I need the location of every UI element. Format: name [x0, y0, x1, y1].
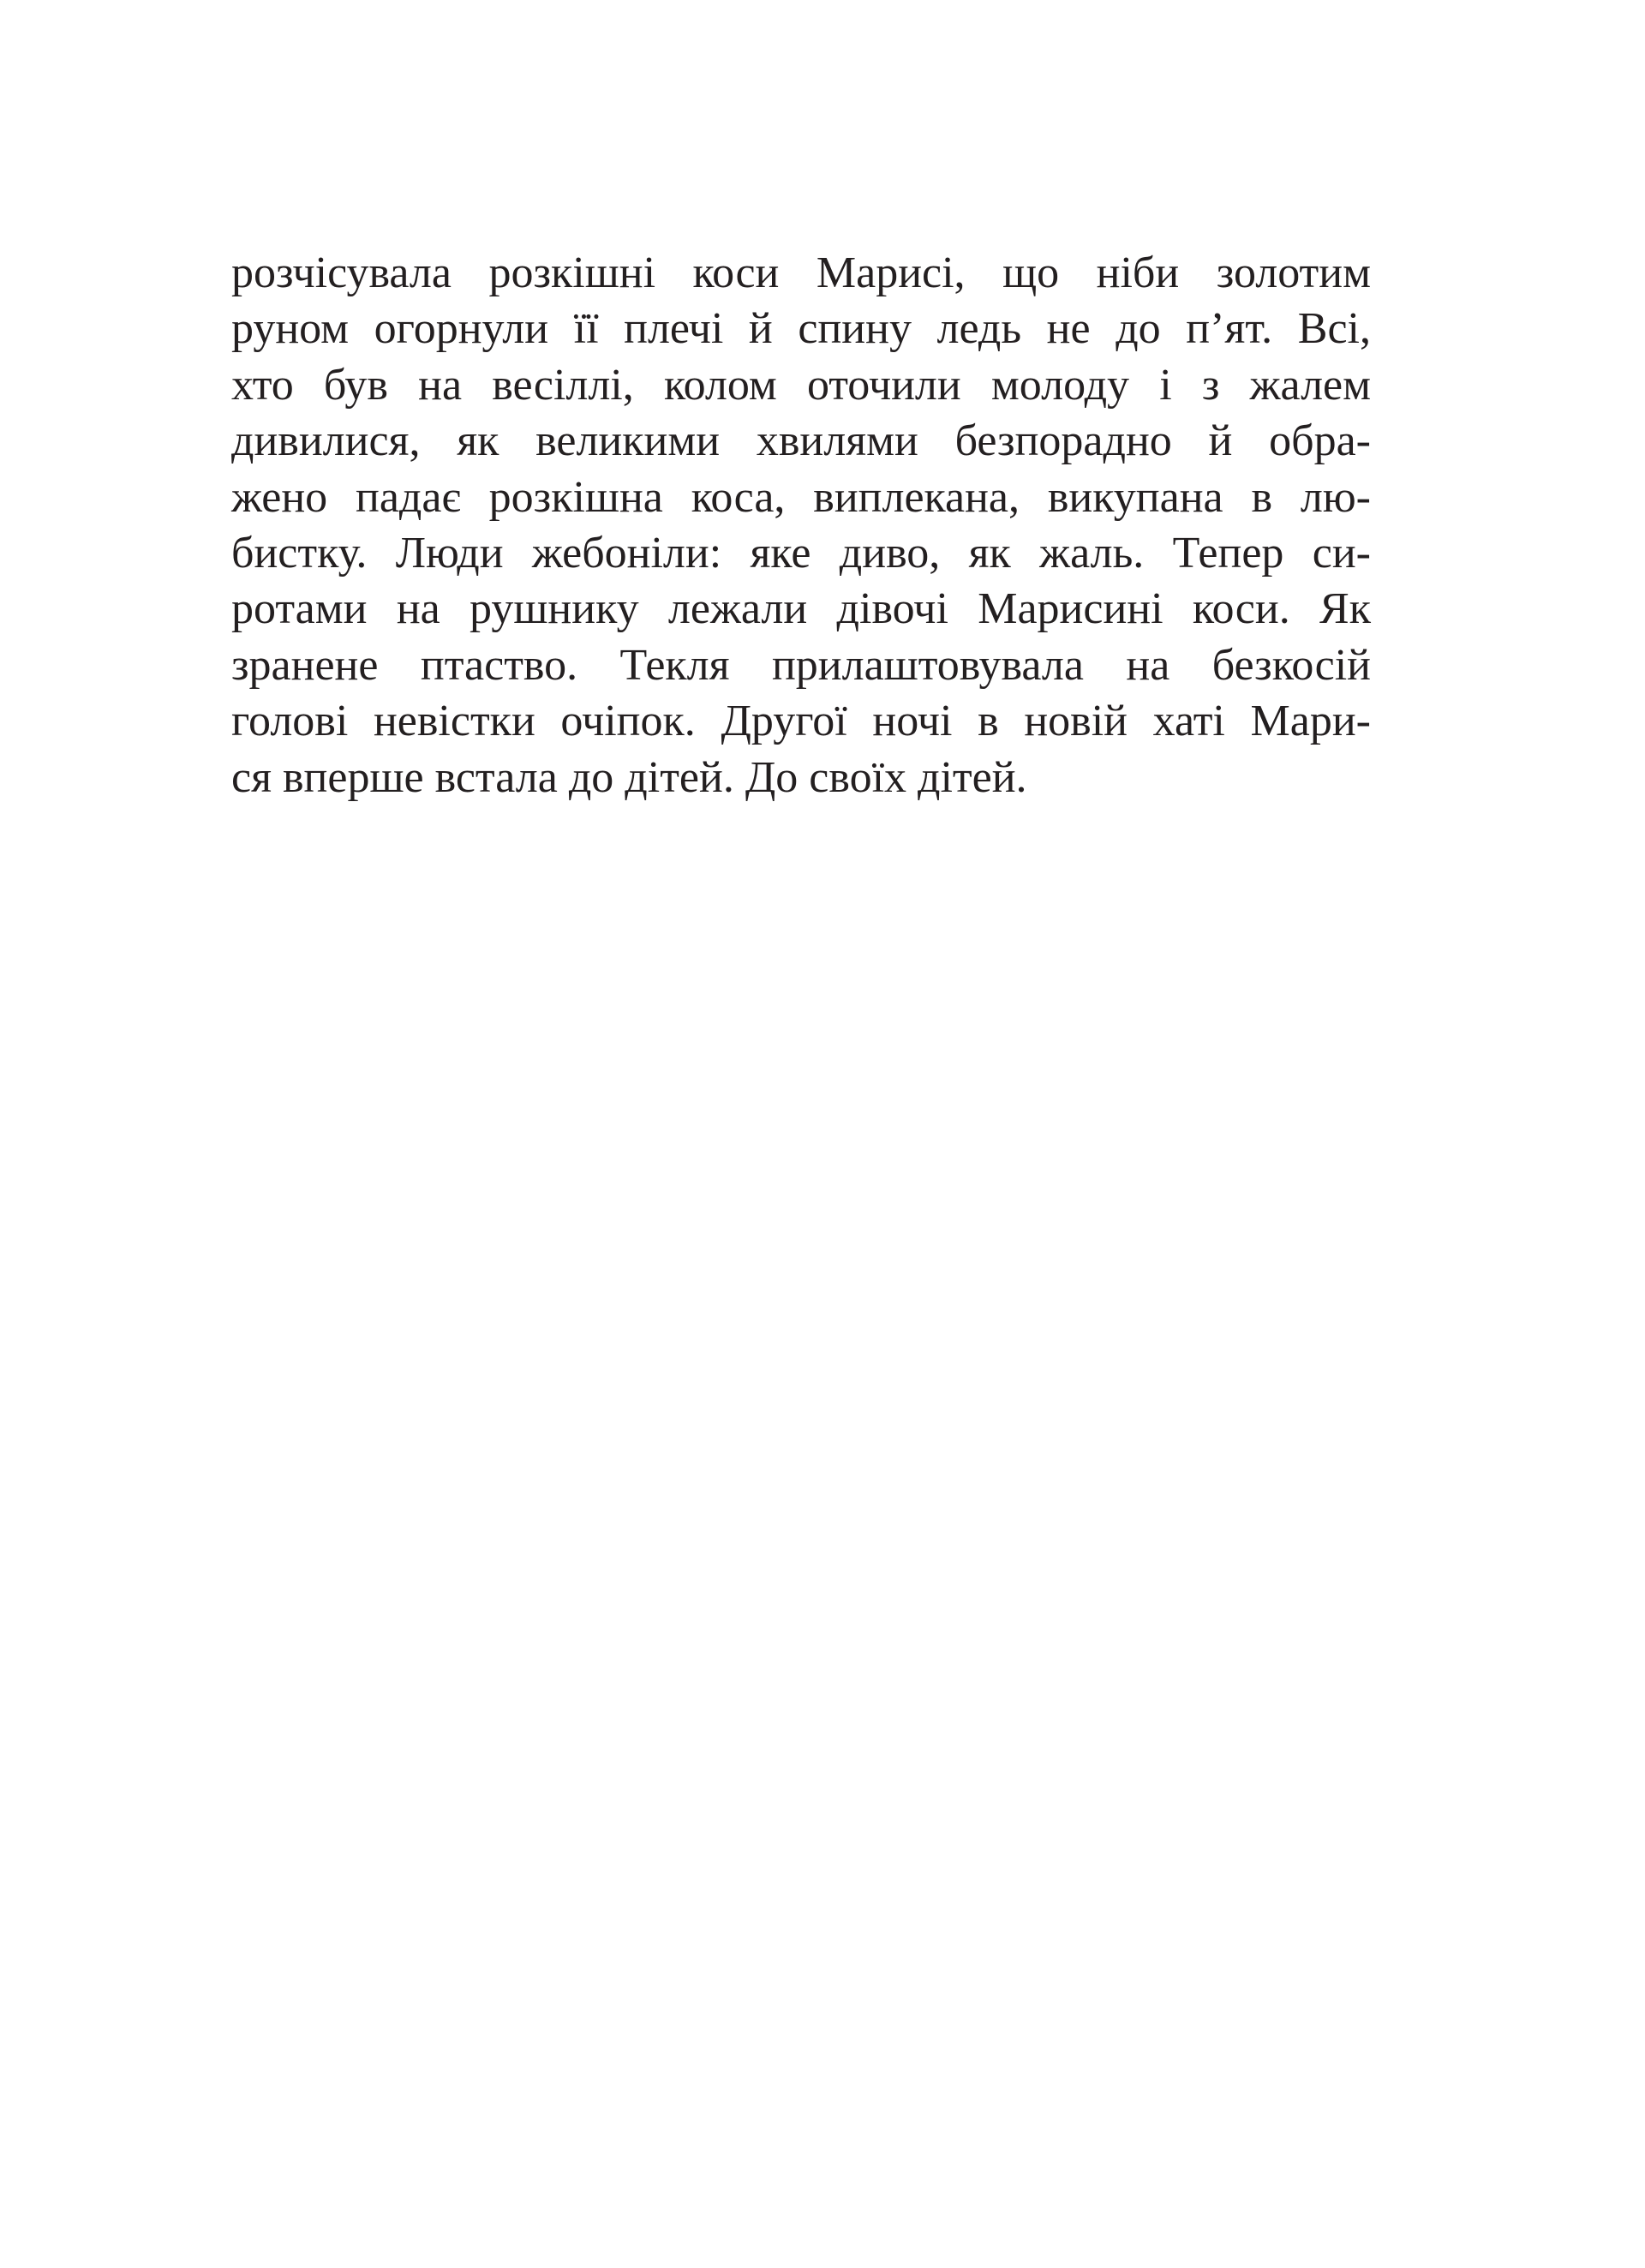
text-line: голові невістки очіпок. Другої ночі в новій хаті Мари-: [231, 697, 1371, 746]
text-line: жено падає розкішна коса, виплекана, викупана в лю-: [231, 472, 1371, 522]
text-line: зранене птаство. Текля прилаштовувала на безкосій: [231, 640, 1371, 690]
text-line: ся вперше встала до дітей. До своїх дітей.: [231, 752, 1027, 802]
paragraph: [231, 245, 1371, 805]
text-line: ротами на рушнику лежали дівочі Марисині коси. Як: [231, 584, 1371, 634]
text-line: розчісувала розкішні коси Марисі, що ніби золотим: [231, 248, 1371, 297]
text-line: хто був на весіллі, колом оточили молоду і з жалем: [231, 360, 1371, 410]
text-line: бистку. Люди жебоніли: яке диво, як жаль. Тепер си-: [231, 528, 1371, 577]
text-line: дивилися, як великими хвилями безпорадно й обра-: [231, 416, 1371, 466]
text-line: руном огорнули її плечі й спину ледь не до п’ят. Всі,: [231, 304, 1371, 354]
